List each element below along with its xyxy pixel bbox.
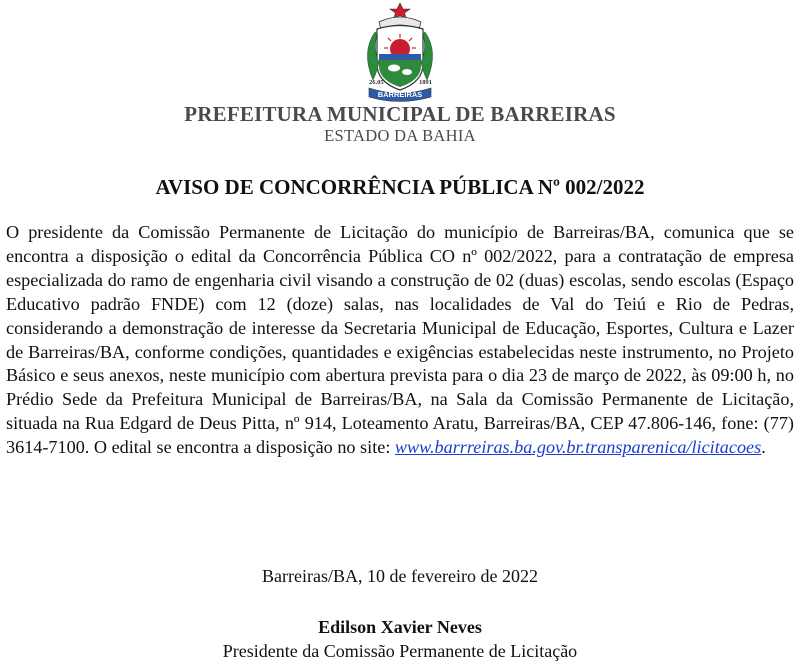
notice-title: AVISO DE CONCORRÊNCIA PÚBLICA Nº 002/2022 <box>155 175 645 199</box>
crest-icon <box>339 2 461 102</box>
crest-banner-text: BARREIRAS <box>377 90 423 99</box>
signer-name: Edilson Xavier Neves <box>318 617 482 637</box>
organization-name: PREFEITURA MUNICIPAL DE BARREIRAS <box>184 102 616 126</box>
crest-year-right: 1891 <box>419 79 432 86</box>
notice-body <box>6 221 794 460</box>
crest-year-left: 26.05 <box>369 79 384 86</box>
crest-field <box>379 60 421 87</box>
notice-body-text: O presidente da Comissão Permanente de Licitação do município de Barreiras/BA, comunica que se encontra a disposição o edital da Concorrência Pública CO nº 002/2022, para a contratação de empresa especializada do ramo de engenharia civil visando a construção de 02 (duas) escolas, sendo escolas (Espaço Educativo padrão FNDE) com 12 (doze) salas, nas localidades de Val do Teiú e Rio de Pedras, considerando a demonstração de interesse da Secretaria Municipal de Educação, Esportes, Cultura e Lazer de Barreiras/BA, conforme condições, quantidades e exigências estabelecidas neste instrumento, no Projeto Básico e seus anexos, neste município com abertura prevista para o dia 23 de março de 2022, às 09:00 h, no Prédio Sede da Prefeitura Municipal de Barreiras/BA, na Sala da Comissão Permanente de Licitação, situada na Rua Edgard de Deus Pitta, nº 914, Loteamento Aratu, Barreiras/BA, CEP 47.806-146, fone: (77) 3614-7100. O edital se encontra a disposição no site: <box>6 222 794 458</box>
crest-river <box>379 54 421 60</box>
notice-body-end: . <box>761 437 766 458</box>
licitacoes-link[interactable]: www.barrreiras.ba.gov.br.transparenica/licitacoes <box>394 437 762 458</box>
signer-role: Presidente da Comissão Permanente de Licitação <box>222 641 578 661</box>
organization-state: ESTADO DA BAHIA <box>324 126 476 145</box>
place-date: Barreiras/BA, 10 de fevereiro de 2022 <box>262 566 538 586</box>
